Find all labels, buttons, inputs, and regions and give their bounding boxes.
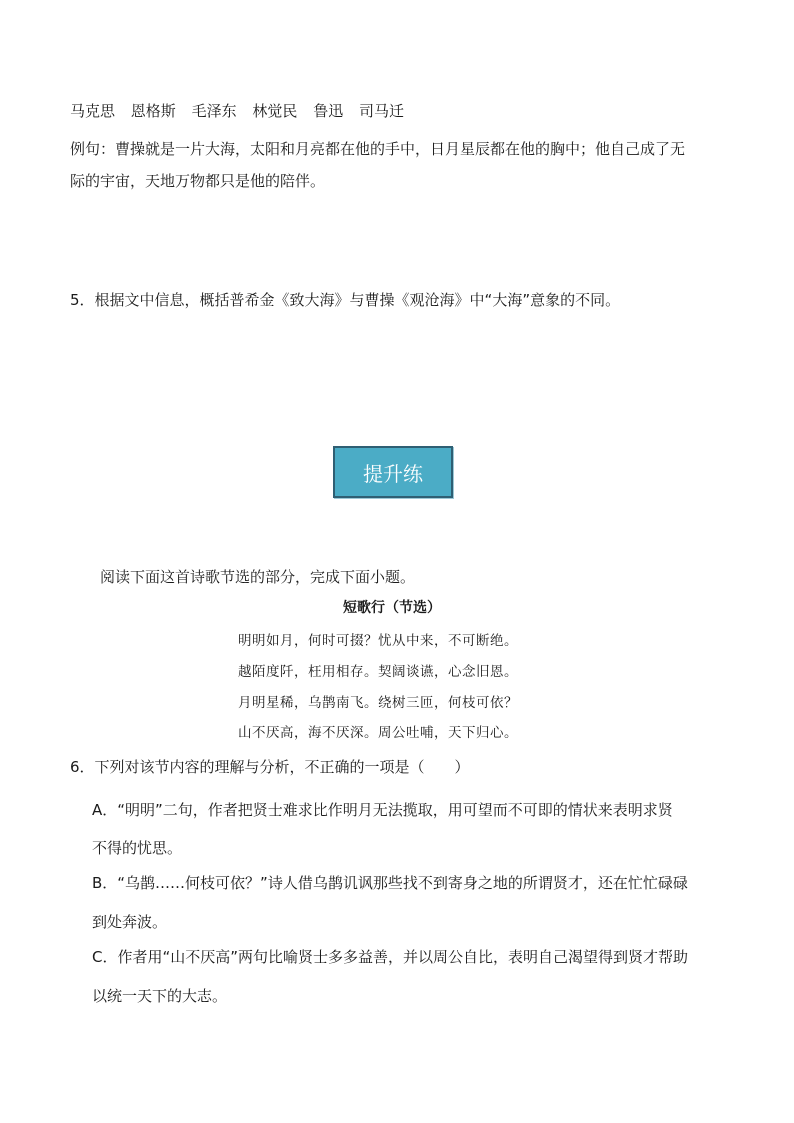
section-banner: [333, 446, 453, 498]
question-5: 5．根据文中信息，概括普希金《致大海》与曹操《观沧海》中“大海”意象的不同。: [70, 291, 621, 309]
name-item: 马克思: [70, 102, 116, 120]
name-item: 恩格斯: [130, 102, 176, 120]
option-b-line2: 到处奔波。: [92, 913, 168, 931]
name-item: 毛泽东: [191, 102, 237, 120]
poem-line: 越陌度阡，枉用相存。契阔谈䜩，心念旧恩。: [238, 664, 518, 680]
example-sentence-line1: 例句：曹操就是一片大海，太阳和月亮都在他的手中，日月星辰都在他的胸中；他自己成了无: [70, 140, 686, 158]
option-b-line1: B．“乌鹊……何枝可依？”诗人借乌鹊讥讽那些找不到寄身之地的所谓贤才，还在忙忙碌碌: [92, 874, 688, 892]
example-sentence-line2: 际的宇宙，天地万物都只是他的陪伴。: [70, 172, 326, 190]
name-item: 林觉民: [252, 102, 298, 120]
name-item: 鲁迅: [313, 102, 344, 120]
name-list: [70, 100, 415, 121]
poem-line: 山不厌高，海不厌深。周公吐哺，天下归心。: [238, 725, 518, 741]
poem-title: 短歌行（节选）: [343, 600, 441, 616]
option-c-line2: 以统一天下的大志。: [92, 987, 228, 1005]
name-item: 司马迁: [358, 102, 404, 120]
option-a-line1: A．“明明”二句，作者把贤士难求比作明月无法揽取，用可望而不可即的情状来表明求贤: [92, 801, 673, 819]
poem-line: 明明如月，何时可掇？忧从中来，不可断绝。: [238, 633, 518, 649]
reading-instruction: 阅读下面这首诗歌节选的部分，完成下面小题。: [100, 568, 416, 586]
option-a-line2: 不得的忧思。: [92, 839, 183, 857]
option-c-line1: C．作者用“山不厌高”两句比喻贤士多多益善，并以周公自比，表明自己渴望得到贤才帮助: [92, 948, 689, 966]
question-6-stem: 6．下列对该节内容的理解与分析，不正确的一项是（ ）: [70, 758, 470, 776]
poem-line: 月明星稀，乌鹊南飞。绕树三匝，何枝可依？: [238, 695, 518, 711]
section-banner-label: 提升练: [363, 461, 423, 486]
